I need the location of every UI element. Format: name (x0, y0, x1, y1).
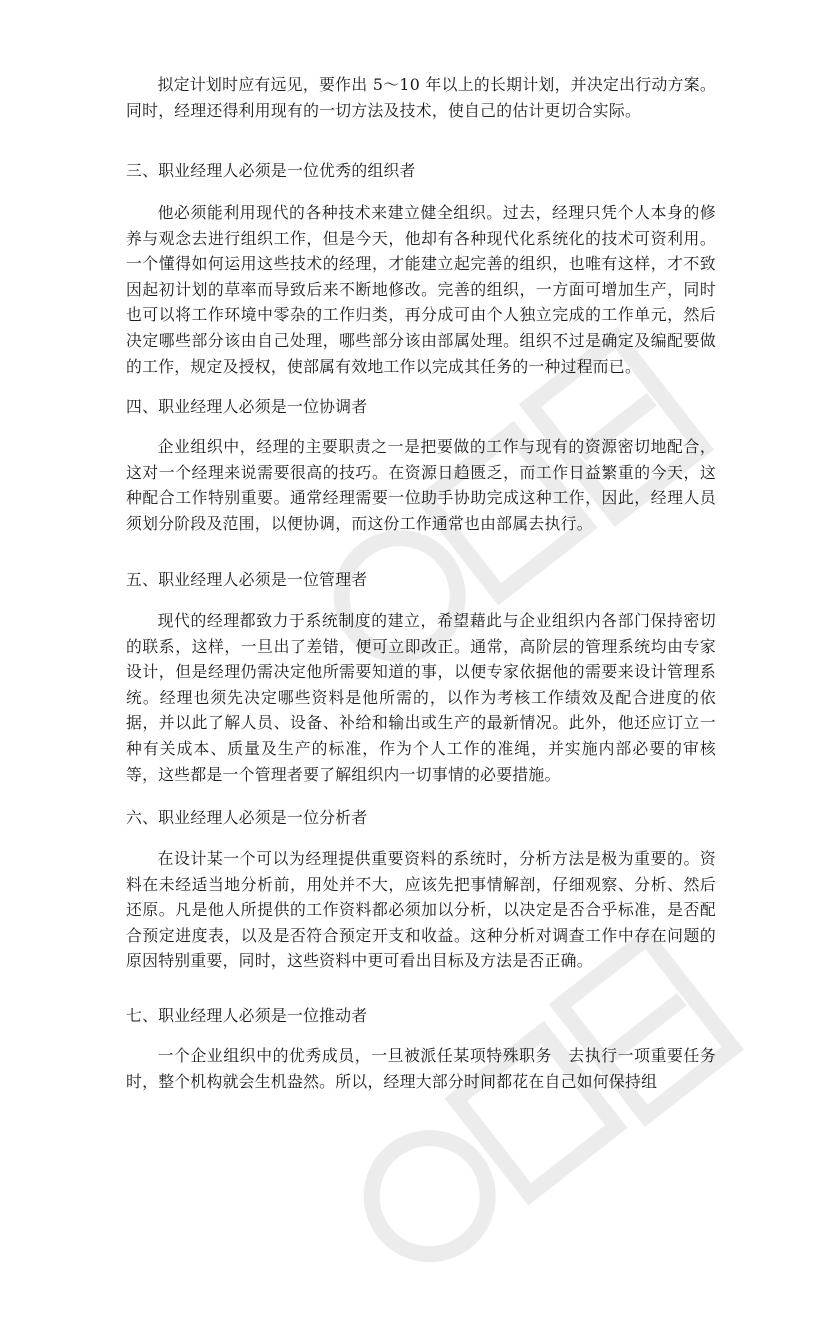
section-heading-6: 六、职业经理人必须是一位分析者 (126, 808, 368, 827)
section-heading-3: 三、职业经理人必须是一位优秀的组织者 (126, 161, 416, 180)
section-body-6: 在设计某一个可以为经理提供重要资料的系统时，分析方法是极为重要的。资料在未经适当地分析前，用处并不大，应该先把事情解剖，仔细观察、分析、然后还原。凡是他人所提供的工作资料都必须加以分析，以决定是否合乎标准，是否配合预定进度表，以及是否符合预定开支和收益。这种分析对调查工作中存在问题的原因特别重要，同时，这些资料中更可看出目标及方法是否正确。 (126, 849, 716, 971)
section-body-5: 现代的经理都致力于系统制度的建立，希望藉此与企业组织内各部门保持密切的联系，这样，一旦出了差错，便可立即改正。通常，高阶层的管理系统均由专家设计，但是经理仍需决定他所需要知道的事，以便专家依据他的需要来设计管理系统。经理也须先决定哪些资料是他所需的，以作为考核工作绩效及配合进度的依据，并以此了解人员、设备、补给和输出或生产的最新情况。此外，他还应订立一种有关成本、质量及生产的标准，作为个人工作的准绳，并实施内部必要的审核等，这些都是一个管理者要了解组织内一切事情的必要措施。 (126, 611, 716, 784)
section-heading-4: 四、职业经理人必须是一位协调者 (126, 397, 368, 416)
intro-paragraph: 拟定计划时应有远见，要作出 5～10 年以上的长期计划，并决定出行动方案。同时，经理还得利用现有的一切方法及技术，使自己的估计更切合实际。 (126, 75, 716, 120)
section-heading-7: 七、职业经理人必须是一位推动者 (126, 1006, 368, 1025)
section-body-7: 一个企业组织中的优秀成员，一旦被派任某项特殊职务 去执行一项重要任务时，整个机构就会生机盎然。所以，经理大部分时间都花在自己如何保持组 (126, 1046, 716, 1091)
section-body-4: 企业组织中，经理的主要职责之一是把要做的工作与现有的资源密切地配合，这对一个经理来说需要很高的技巧。在资源日趋匮乏，而工作日益繁重的今天，这种配合工作特别重要。通常经理需要一位助手协助完成这种工作，因此，经理人员须划分阶段及范围，以便协调，而这份工作通常也由部属去执行。 (126, 437, 716, 533)
section-heading-5: 五、职业经理人必须是一位管理者 (126, 570, 368, 589)
section-body-3: 他必须能利用现代的各种技术来建立健全组织。过去，经理只凭个人本身的修养与观念去进行组织工作，但是今天，他却有各种现代化系统化的技术可资利用。一个懂得如何运用这些技术的经理，才能建立起完善的组织，也唯有这样，才不致因起初计划的草率而导致后来不断地修改。完善的组织，一方面可增加生产，同时也可以将工作环境中零杂的工作归类，再分成可由个人独立完成的工作单元，然后决定哪些部分该由自己处理，哪些部分该由部属处理。组织不过是确定及编配要做的工作，规定及授权，使部属有效地工作以完成其任务的一种过程而已。 (126, 203, 716, 376)
